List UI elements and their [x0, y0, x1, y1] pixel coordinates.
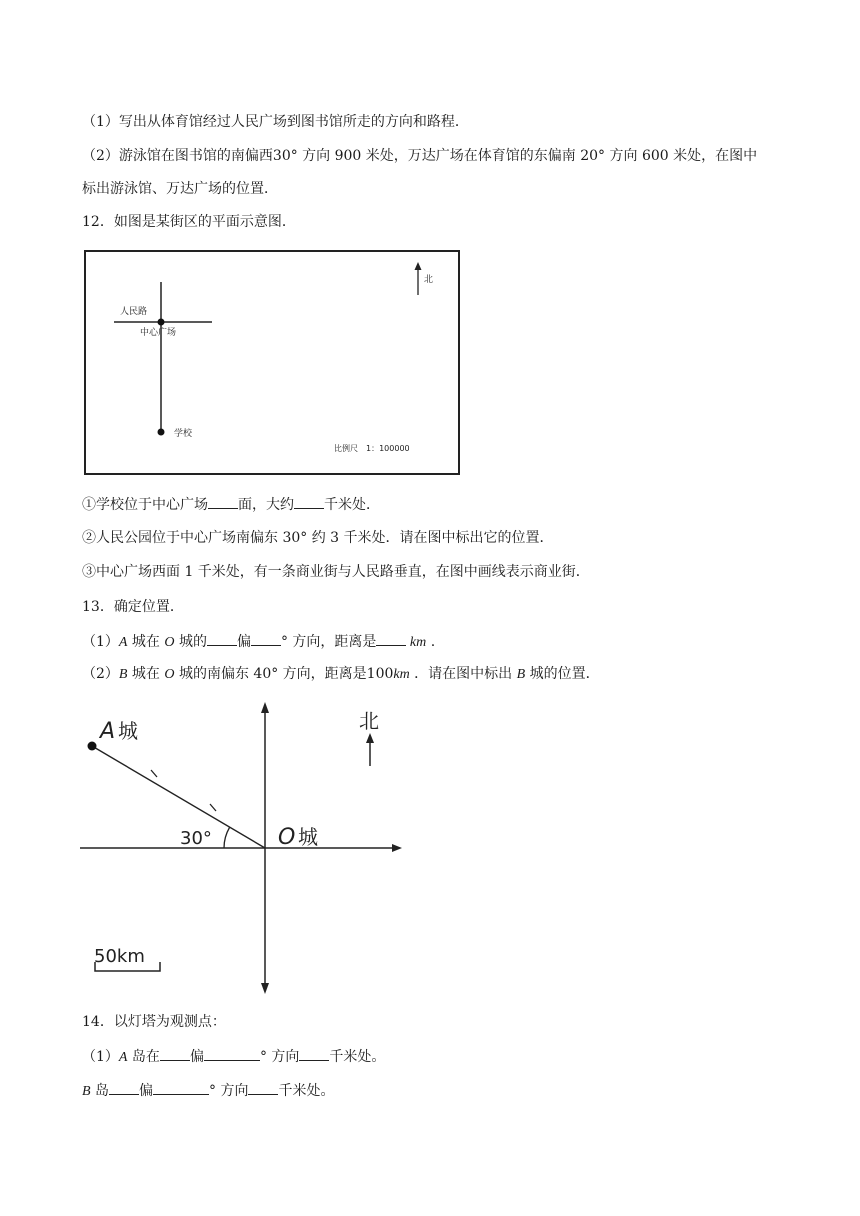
- angle-arc: [224, 828, 230, 849]
- q12-subquestion-2: ②人民公园位于中心广场南偏东 30° 约 3 千米处．请在图中标出它的位置．: [82, 530, 554, 546]
- center-square-dot: [158, 319, 165, 326]
- answer-blank[interactable]: [248, 1080, 278, 1095]
- school-label: 学校: [174, 429, 193, 439]
- scale-label: 比例尺 1：100000: [334, 444, 410, 453]
- answer-blank[interactable]: [204, 1046, 260, 1061]
- answer-blank[interactable]: [299, 1046, 329, 1061]
- north-axis-arrow-icon: [261, 702, 269, 713]
- center-square-label: 中心广场: [140, 328, 177, 338]
- q11-part2-line2: 标出游泳馆、万达广场的位置．: [82, 181, 278, 197]
- city-a-label: 城: [118, 719, 138, 743]
- city-a-dot: [88, 742, 97, 751]
- o-to-a-segment: [92, 746, 265, 848]
- east-arrow-icon: [392, 844, 402, 852]
- city-direction-diagram: [76, 700, 406, 1000]
- q12-subquestion-1: ①学校位于中心广场 面，大约 千米处．: [82, 494, 380, 515]
- street-map-diagram: [84, 248, 462, 478]
- q14-part1: （1）A 岛在 偏 ° 方向 千米处。: [82, 1046, 385, 1068]
- north-label: 北: [424, 275, 434, 285]
- q14-title: 14．以灯塔为观测点：: [82, 1014, 226, 1030]
- q12-subquestion-3: ③中心广场西面 1 千米处，有一条商业街与人民路垂直，在图中画线表示商业街．: [82, 564, 590, 580]
- q11-part2-line1: （2）游泳馆在图书馆的南偏西30° 方向 900 米处，万达广场在体育馆的东偏南 20° 方向 600 米处，在图中: [82, 148, 758, 164]
- street-label: 人民路: [120, 307, 148, 317]
- city-a-letter: A: [100, 719, 116, 744]
- answer-blank[interactable]: [294, 494, 324, 509]
- city-o-label: 城: [298, 825, 318, 849]
- angle-label: 30°: [180, 828, 212, 849]
- answer-blank[interactable]: [207, 631, 237, 646]
- q13-part1: （1）A 城在 O 城的 偏 ° 方向，距离是 km .: [82, 631, 435, 653]
- answer-blank[interactable]: [160, 1046, 190, 1061]
- north-arrow-icon: [415, 262, 422, 270]
- scale-label: 50km: [94, 946, 145, 967]
- north-arrow-icon: [366, 733, 374, 743]
- q12-title: 12．如图是某街区的平面示意图．: [82, 214, 296, 230]
- q13-part2: （2）B 城在 O 城的南偏东 40° 方向，距离是100km ．请在图中标出 B 城的位置．: [82, 666, 600, 682]
- south-axis-arrow-icon: [261, 983, 269, 994]
- city-o-letter: O: [278, 825, 296, 850]
- north-label: 北: [359, 709, 379, 733]
- map-frame: [85, 251, 459, 474]
- answer-blank[interactable]: [153, 1080, 209, 1095]
- school-dot: [158, 429, 165, 436]
- answer-blank[interactable]: [208, 494, 238, 509]
- q13-title: 13．确定位置．: [82, 599, 184, 615]
- answer-blank[interactable]: [376, 631, 406, 646]
- segment-tick: [210, 804, 216, 811]
- q11-part1: （1）写出从体育馆经过人民广场到图书馆所走的方向和路程．: [82, 114, 469, 130]
- q14-part2: B 岛 偏 ° 方向 千米处。: [82, 1080, 334, 1102]
- segment-tick: [151, 770, 157, 777]
- answer-blank[interactable]: [109, 1080, 139, 1095]
- answer-blank[interactable]: [251, 631, 281, 646]
